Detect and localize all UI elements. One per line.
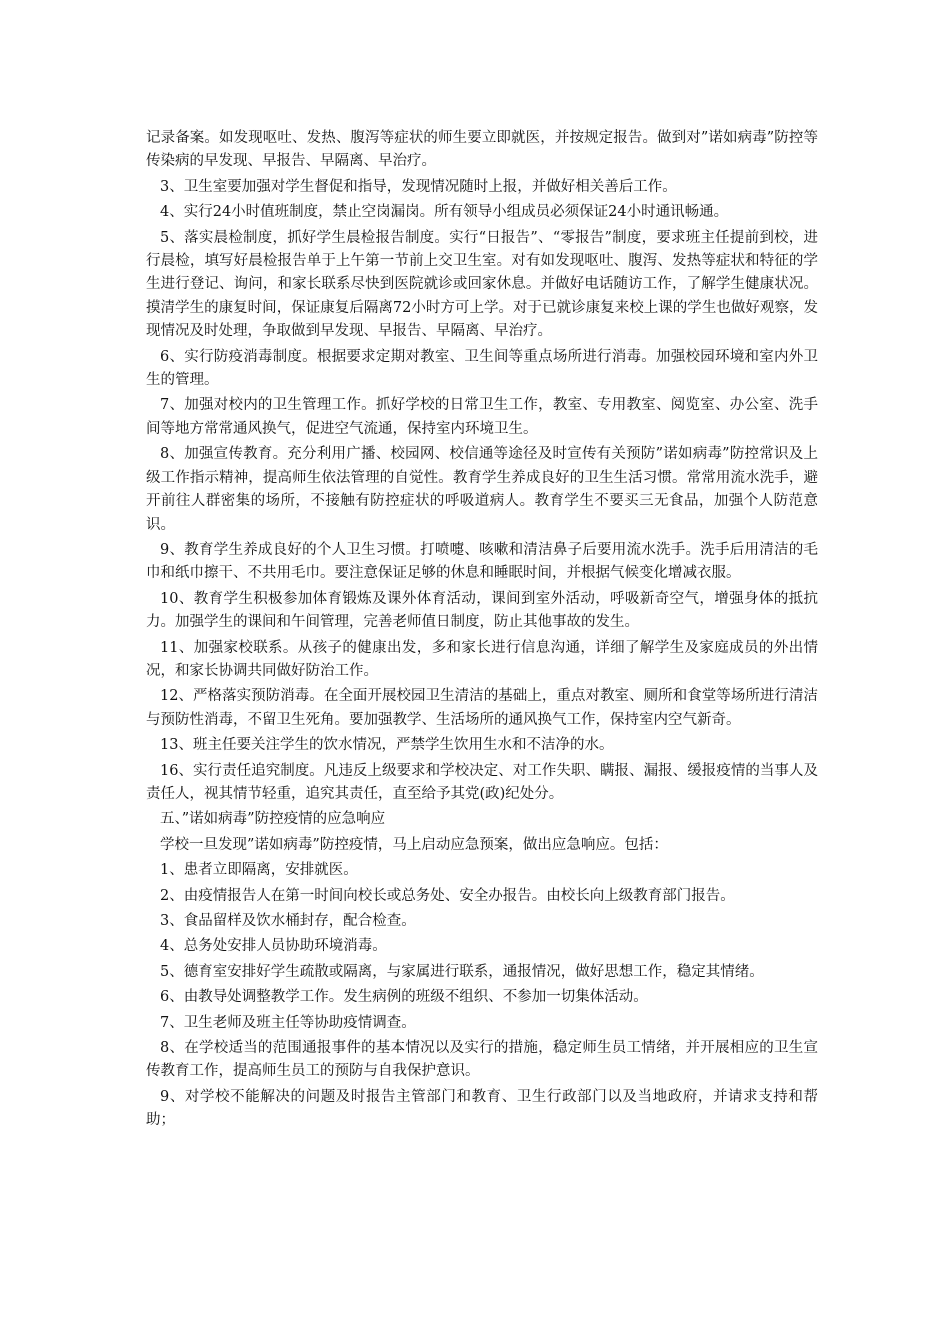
document-body: [146, 127, 818, 1133]
paragraph: 4、实行24小时值班制度，禁止空岗漏岗。所有领导小组成员必须保证24小时通讯畅通。: [160, 204, 729, 221]
list-item: 8、在学校适当的范围通报事件的基本情况以及实行的措施，稳定师生员工情绪，并开展相应的卫生宣传教育工作，提高师生员工的预防与自我保护意识。: [146, 1040, 818, 1080]
list-item: 7、卫生老师及班主任等协助疫情调查。: [160, 1014, 416, 1031]
list-item: 2、由疫情报告人在第一时间向校长或总务处、安全办报告。由校长向上级教育部门报告。: [160, 887, 735, 904]
paragraph: 3、卫生室要加强对学生督促和指导，发现情况随时上报，并做好相关善后工作。: [160, 178, 677, 195]
list-item: 1、患者立即隔离，安排就医。: [160, 862, 358, 879]
list-item: 4、总务处安排人员协助环境消毒。: [160, 938, 387, 955]
paragraph: 6、实行防疫消毒制度。根据要求定期对教室、卫生间等重点场所进行消毒。加强校园环境和室内外卫生的管理。: [146, 348, 818, 389]
paragraph: 10、教育学生积极参加体育锻炼及课外体育活动，课间到室外活动，呼吸新奇空气，增强身体的抵抗力。加强学生的课间和午间管理，完善老师值日制度，防止其他事故的发生。: [146, 590, 818, 631]
list-item: 6、由教导处调整教学工作。发生病例的班级不组织、不参加一切集体活动。: [160, 989, 648, 1006]
list-item: 5、德育室安排好学生疏散或隔离，与家属进行联系，通报情况，做好思想工作，稳定其情绪。: [160, 963, 764, 980]
paragraph: 记录备案。如发现呕吐、发热、腹泻等症状的师生要立即就医，并按规定报告。做到对”诺如病毒”防控等传染病的早发现、早报告、早隔离、早治疗。: [146, 130, 818, 170]
paragraph: 学校一旦发现”诺如病毒”防控疫情，马上启动应急预案，做出应急响应。包括：: [160, 836, 668, 853]
paragraph: 11、加强家校联系。从孩子的健康出发，多和家长进行信息沟通，详细了解学生及家庭成员的外出情况，和家长协调共同做好防治工作。: [146, 639, 818, 679]
paragraph: 13、班主任要关注学生的饮水情况，严禁学生饮用生水和不洁净的水。: [160, 737, 614, 754]
paragraph: 9、教育学生养成良好的个人卫生习惯。打喷嚏、咳嗽和清洁鼻子后要用流水洗手。洗手后用清洁的毛巾和纸巾擦干、不共用毛巾。要注意保证足够的休息和睡眠时间，并根据气候变化增减衣服。: [146, 541, 818, 582]
paragraph: 5、落实晨检制度，抓好学生晨检报告制度。实行“日报告”、“零报告”制度，要求班主任提前到校，进行晨检，填写好晨检报告单于上午第一节前上交卫生室。对有如发现呕吐、腹泻、发热等症状和特征的学生进行登记、询问，和家长联系尽快到医院就诊或回家休息。并做好电话随访工作，了解学生健康状况。摸清学生的康复时间，保证康复后隔离72小时方可上学。对于已就诊康复来校上课的学生也做好观察，发现情况及时处理，争取做到早发现、早报告、早隔离、早治疗。: [146, 229, 818, 340]
list-item: 3、食品留样及饮水桶封存，配合检查。: [160, 913, 416, 929]
section-heading: 五、”诺如病毒”防控疫情的应急响应: [160, 811, 386, 828]
paragraph: 7、加强对校内的卫生管理工作。抓好学校的日常卫生工作，教室、专用教室、阅览室、办公室、洗手间等地方常常通风换气，促进空气流通，保持室内环境卫生。: [146, 397, 818, 437]
paragraph: 16、实行责任追究制度。凡违反上级要求和学校决定、对工作失职、瞒报、漏报、缓报疫情的当事人及责任人，视其情节轻重，追究其责任，直至给予其党(政)纪处分。: [146, 762, 818, 802]
list-item: 9、对学校不能解决的问题及时报告主管部门和教育、卫生行政部门以及当地政府，并请求支持和帮助；: [146, 1088, 818, 1129]
paragraph: 8、加强宣传教育。充分利用广播、校园网、校信通等途径及时宣传有关预防”诺如病毒”防控常识及上级工作指示精神，提高师生依法管理的自觉性。教育学生养成良好的卫生生活习惯。常常用流水洗手，避开前往人群密集的场所，不接触有防控症状的呼吸道病人。教育学生不要买三无食品，加强个人防范意识。: [146, 446, 818, 533]
paragraph: 12、严格落实预防消毒。在全面开展校园卫生清洁的基础上，重点对教室、厕所和食堂等场所进行清洁与预防性消毒，不留卫生死角。要加强教学、生活场所的通风换气工作，保持室内空气新奇。: [146, 688, 818, 728]
